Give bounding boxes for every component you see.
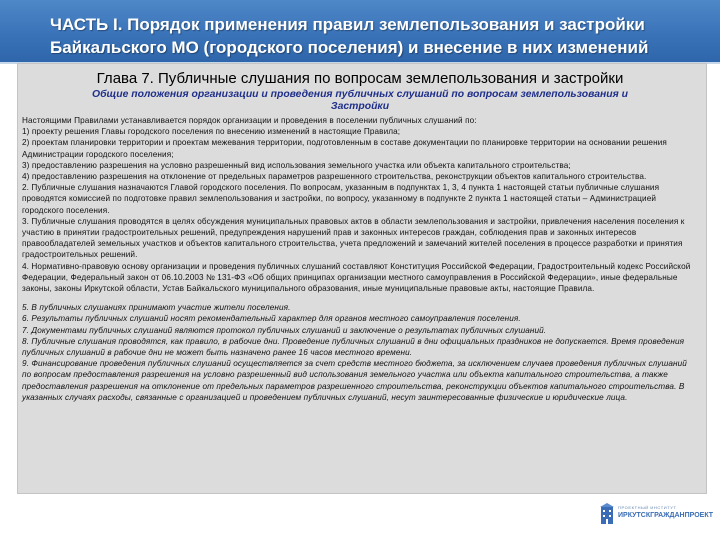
company-logo: [600, 503, 714, 527]
italic-paragraph: 8. Публичные слушания проводятся, как правило, в рабочие дни. Проведение публичных слушаний в дни официальных праздников не допускается. Время проведения публичных слушаний в рабочие дни не может быть назначено ранее 16 часов местного времени.: [22, 336, 685, 358]
italic-paragraph: 7. Документами публичных слушаний являются протокол публичных слушаний и заключение о результатах публичных слушаний.: [22, 325, 547, 335]
italic-paragraph: 5. В публичных слушаниях принимают участие жители поселения.: [22, 303, 291, 313]
slide-title-line-1: ЧАСТЬ I. Порядок применения правил землепользования и застройки: [50, 15, 645, 34]
spacer: [22, 294, 698, 302]
paragraph: 1) проекту решения Главы городского поселения по внесению изменений в настоящие Правила;: [22, 127, 401, 137]
paragraph: 4. Нормативно-правовую основу организации и проведения публичных слушаний составляют Конституция Российской Федерации, Градостроительный кодекс Российской Федерации, Федеральный закон от 06.10.2003 № 131-ФЗ «Об общих принципах организации местного самоуправления в Российской Федерации», иные федеральные законы, законы Иркутской области, Устав Байкальского муниципального образования, иные муниципальные правовые акты, настоящие Правила.: [22, 261, 691, 294]
paragraph: 3. Публичные слушания проводятся в целях обсуждения муниципальных правовых актов в области землепользования и застройки, привлечения населения поселения к участию в принятии градостроительных решений, предупреждения нарушений прав и законных интересов граждан, соблюдения прав и законных интересов правообладателей земельных участков и объектов капитального строительства, учета предложений и замечаний жителей поселения в процессе разработки и принятия градостроительных решений.: [22, 216, 685, 260]
italic-paragraph: 9. Финансирование проведения публичных слушаний осуществляется за счет средств местного бюджета, за исключением случаев проведения публичных слушаний по вопросам предоставления разрешения на условно разрешенный вид использования земельного участка или объекта капитального строительства, а также предоставления разрешения на отклонение от предельных параметров разрешенного строительства, реконструкции объектов капитального строительства. В указанных случаях расходы, связанные с организацией и проведением публичных слушаний, несут заинтересованные физические и юридические лица.: [22, 359, 687, 402]
paragraph: 4) предоставлению разрешения на отклонение от предельных параметров разрешенного строительства, реконструкции объектов капитального строительства.: [22, 172, 647, 182]
regular-text-block: [22, 115, 698, 294]
slide-title-line-2: Байкальского МО (городского поселения) и внесение в них изменений: [50, 38, 649, 57]
section-subtitle-line-1: Общие положения организации и проведения публичных слушаний по вопросам землепользования и: [91, 89, 628, 100]
logo-name: ИРКУТСКГРАЖДАНПРОЕКТ: [618, 512, 714, 519]
logo-tagline: ПРОЕКТНЫЙ ИНСТИТУТ: [618, 505, 677, 510]
section-subtitle: [22, 89, 698, 113]
paragraph: 3) предоставлению разрешения на условно разрешенный вид использования земельного участка или объекта капитального строительства;: [22, 160, 571, 170]
chapter-title: Глава 7. Публичные слушания по вопросам землепользования и застройки: [96, 70, 624, 87]
paragraph: 2) проектам планировки территории и проектам межевания территории, подготовленным в составе документации по планировке территории на основании решения Администрации городского поселения;: [22, 138, 667, 159]
content-panel: [17, 63, 707, 494]
italic-paragraph: 6. Результаты публичных слушаний носят рекомендательный характер для органов местного самоуправления поселения.: [22, 314, 521, 324]
paragraph: 2. Публичные слушания назначаются Главой городского поселения. По вопросам, указанным в подпунктах 1, 3, 4 пункта 1 настоящей статьи публичные слушания проводятся комиссией по подготовке правил землепользования и застройки, по вопросу, указанному в подпункте 2 пункта 1 настоящей статьи – Администрацией городского поселения.: [22, 183, 660, 215]
paragraph: Настоящими Правилами устанавливается порядок организации и проведения в поселении публичных слушаний по:: [22, 116, 477, 125]
slide-header: [0, 0, 720, 64]
building-icon: [600, 503, 614, 525]
italic-text-block: [22, 302, 698, 403]
section-subtitle-line-2: Застройки: [330, 101, 390, 112]
